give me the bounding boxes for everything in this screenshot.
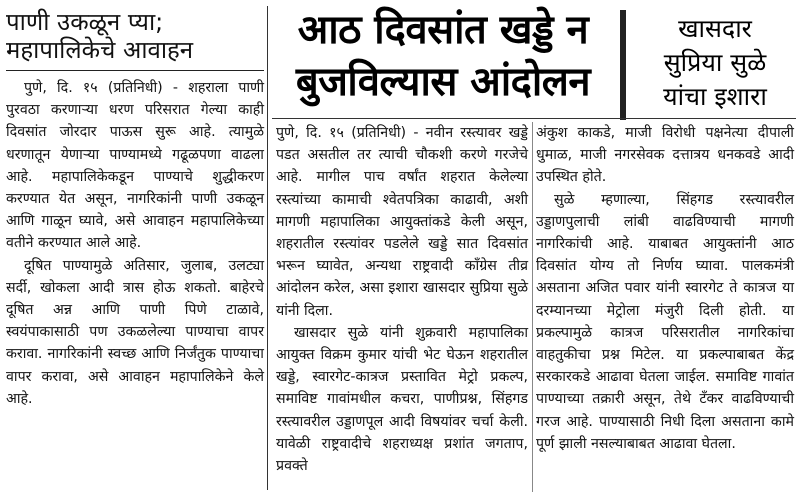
column-divider [267, 6, 268, 490]
side-line2: सुप्रिया सुळे [663, 48, 767, 77]
left-story-body [6, 77, 264, 410]
left-headline-line1: पाणी उकळून प्या; [6, 8, 164, 36]
left-paragraph: पुणे, दि. १५ (प्रतिनिधी) - शहराला पाणी पुरवठा करणाऱ्या धरण परिसरात गेल्या काही दिवसांत जोरदार पाऊस सुरू आहे. त्यामुळे धरणातून येणाऱ्या पाण्यामध्ये गढूळपणा वाढला आहे. महापालिकेकडून पाण्याचे शुद्धीकरण करण्यात येत असून, नागरिकांनी पाणी उकळून आणि गाळून घ्यावे, असे आवाहन महापालिकेच्या वतीने करण्यात आले आहे. [6, 80, 264, 252]
main-headline [272, 4, 614, 108]
main-paragraph: सुळे म्हणाल्या, सिंहगड रस्त्यावरील उड्डाणपुलाची लांबी वाढविण्याची मागणी नागरिकांची आहे. याबाबत आयुक्तांनी आठ दिवसांत योग्य तो निर्णय घ्यावा. पालकमंत्री असताना अजित पवार यांनी स्वारगेट ते कात्रज या दरम्यानच्या मेट्रोला मंजुरी दिली होती. या प्रकल्पामुळे कात्रज परिसरातील नागरिकांचा वाहतुकीचा प्रश्न मिटेल. या प्रकल्पाबाबत केंद्र सरकारकडे आढावा घेतला जाईल. समाविष्ट गावांत पाण्याच्या तक्रारी असून, तेथे टँकर वाढविण्याची गरज आहे. पाण्यासाठी निधी दिला असताना कामे पूर्ण झाली नसल्याबाबत आढावा घेतला. [536, 191, 794, 452]
main-headline-line2: बुजविल्यास आंदोलन [295, 59, 591, 105]
main-paragraph: अंकुश काकडे, माजी विरोधी पक्षनेत्या दीपाली धुमाळ, माजी नगरसेवक दत्तात्रय धनकवडे आदी उपस्थित होते. [536, 125, 794, 186]
headline-divider [272, 118, 796, 119]
side-line3: यांचा इशारा [663, 82, 767, 111]
main-story-column-2 [536, 122, 794, 455]
side-line1: खासदार [678, 14, 752, 43]
main-headline-line1: आठ दिवसांत खड्डे न [297, 7, 589, 53]
left-headline-line2: महापालिकेचे आवाहन [6, 36, 264, 71]
side-headline-bar [620, 10, 626, 120]
left-story [6, 0, 264, 494]
main-story-column-1 [276, 122, 528, 477]
main-paragraph: पुणे, दि. १५ (प्रतिनिधी) - नवीन रस्त्यावर खड्डे पडत असतील तर त्याची चौकशी करणे गरजेचे आहे. मागील पाच वर्षांत शहरात केलेल्या रस्त्यांच्या कामाची श्वेतपत्रिका काढावी, अशी मागणी महापालिका आयुक्तांकडे केली असून, शहरातील रस्त्यांवर पडलेले खड्डे सात दिवसांत भरून घ्यावेत, अन्यथा राष्ट्रवादी काँग्रेस तीव्र आंदोलन करेल, असा इशारा खासदार सुप्रिया सुळे यांनी दिला. [276, 125, 528, 319]
main-paragraph: खासदार सुळे यांनी शुक्रवारी महापालिका आयुक्त विक्रम कुमार यांची भेट घेऊन शहरातील खड्डे, स्वारगेट-कात्रज प्रस्तावित मेट्रो प्रकल्प, समाविष्ट गावांमधील कचरा, पाणीप्रश्न, सिंहगड रस्त्यावरील उड्डाणपूल आदी विषयांवर चर्चा केली. यावेळी राष्ट्रवादीचे शहराध्यक्ष प्रशांत जगताप, प्रवक्ते [276, 324, 528, 475]
side-headline-text [634, 12, 796, 114]
left-paragraph: दूषित पाण्यामुळे अतिसार, जुलाब, उलट्या सर्दी, खोकला आदी त्रास होऊ शकतो. बाहेरचे दूषित अन्न आणि पाणी पिणे टाळावे, स्वयंपाकासाठी पण उकळलेल्या पाण्याचा वापर करावा. नागरिकांनी स्वच्छ आणि निर्जंतुक पाण्याचा वापर करावा, असे आवाहन महापालिकेने केले आहे. [6, 257, 264, 407]
column-divider [532, 122, 533, 492]
